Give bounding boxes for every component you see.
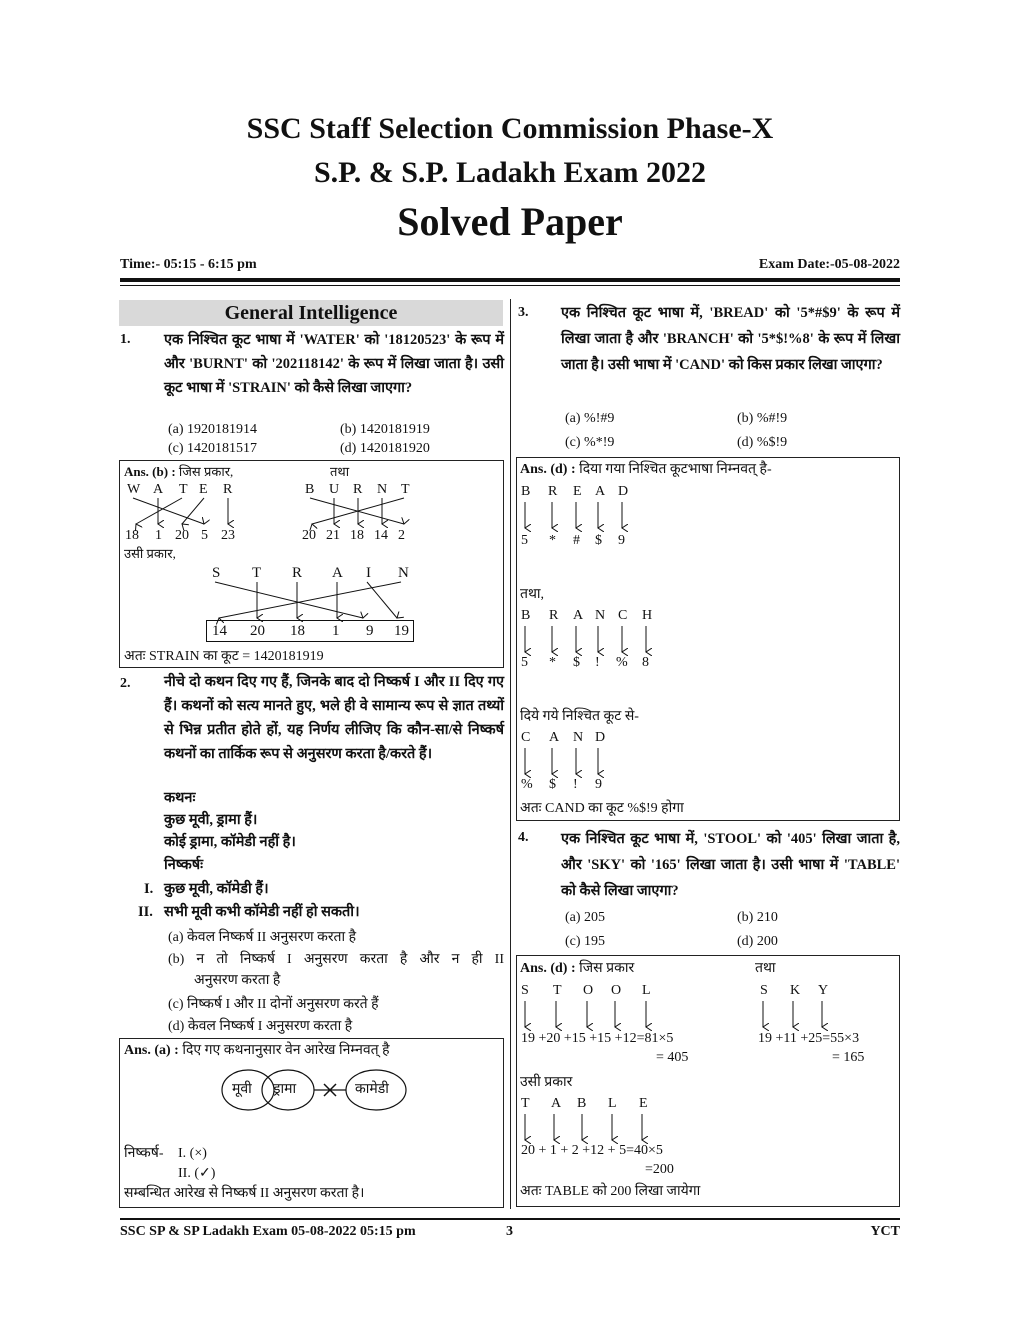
q1-option-b: (b) 1420181919 [340,422,430,437]
q4-tatha: तथा [755,961,776,976]
footer-rule [120,1218,900,1220]
q1-usi: उसी प्रकार, [124,546,176,561]
footer-exam: SSC SP & SP Ladakh Exam 05-08-2022 05:15 pm [120,1224,416,1239]
q2-option-d: (d) केवल निष्कर्ष I अनुसरण करता है [168,1019,353,1034]
q2-option-c: (c) निष्कर्ष I और II दोनों अनुसरण करते हैं [168,997,379,1012]
q3-tatha: तथा, [520,587,545,602]
q2-text: नीचे दो कथन दिए गए हैं, जिनके बाद दो निष्कर्ष I और II दिए गए हैं। कथनों को सत्य मानते हुए, भले ही वे सामान्य रूप से ज्ञात तथ्यों से भिन्न प्रतीत होते हों, यह निर्णय लीजिए कि कौन-सा/से निष्कर्ष कथनों का तार्किक रूप से अनुसरण करता है/करते हैं। [164,674,504,762]
q4-sky-arrows [758,999,838,1031]
footer-publisher: YCT [870,1224,900,1239]
q3-cand-arrows [520,746,610,778]
section-title: General Intelligence [119,300,503,326]
q2-statement-1: कुछ मूवी, ड्रामा हैं। [164,812,258,828]
q3-option-a: (a) %!#9 [565,411,615,426]
q2-venn-drama: ड्रामा [273,1082,297,1097]
q2-c1-num: I. [144,881,154,897]
q2-result-2: II. (✓) [178,1166,216,1181]
q3-text: एक निश्चित कूट भाषा में, 'BREAD' को '5*#$9' के रूप में लिखा जाता है और 'BRANCH' को '5*$!%8' के रूप में लिखा जाता है। उसी भाषा में 'CAND' को किस प्रकार लिखा जाएगा? [561,305,900,373]
q1-strain-code-box [206,620,414,642]
q2-option-b: (b) न तो निष्कर्ष I अनुसरण करता है और न ही II [168,952,504,967]
q3-number: 3. [518,305,529,320]
q2-venn-movie: मूवी [232,1082,252,1097]
q4-usi: उसी प्रकार [520,1075,573,1090]
q4-option-c: (c) 195 [565,934,606,949]
q1-text: एक निश्चित कूट भाषा में 'WATER' को '18120523' के रूप में और 'BURNT' को '202118142' के रूप में लिखा जाता है। उसी कूट भाषा में 'STRAIN' को कैसे लिखा जाएगा? [164,332,504,396]
q2-nishkarsh: निष्कर्ष- [124,1146,164,1161]
header-line1: SSC Staff Selection Commission Phase-X [246,112,774,145]
q1-conclusion: अतः STRAIN का कूट = 1420181919 [124,649,324,664]
q3-conclusion: अतः CAND का कूट %$!9 होगा [520,801,684,816]
header-rule-thin [120,285,900,286]
q3-bread-arrows [520,500,630,532]
header-line3: Solved Paper [397,199,623,244]
q1-number: 1. [120,332,131,347]
header-line2: S.P. & S.P. Ladakh Exam 2022 [313,156,707,189]
q4-stool-result: = 405 [656,1050,689,1065]
header-rule-thick [120,278,900,282]
q3-answer-intro: Ans. (d) : दिया गया निश्चित कूटभाषा निम्नवत् है- [520,462,772,477]
q1-water-arrows [120,496,250,528]
q4-stool-sum: 19 +20 +15 +15 +12=81×5 [521,1031,674,1046]
q4-stool-arrows [520,999,655,1031]
q4-answer-box [516,955,900,1207]
q3-diye: दिये गये निश्चित कूट से- [520,709,639,724]
q4-option-d: (d) 200 [737,934,778,949]
q1-option-c: (c) 1420181517 [168,441,258,456]
q2-conclusion: सम्बन्धित आरेख से निष्कर्ष II अनुसरण करता है। [124,1186,365,1201]
q2-conclusion-2: सभी मूवी कभी कॉमेडी नहीं हो सकती। [164,904,360,920]
q1-strain-arrows [205,580,420,622]
q1-option-a: (a) 1920181914 [168,422,258,437]
q4-table-arrows [520,1112,650,1144]
q2-number: 2. [120,676,131,691]
q4-table-sum: 20 + 1 + 2 +12 + 5=40×5 [521,1143,663,1158]
q2-answer-intro: Ans. (a) : दिए गए कथनानुसार वेन आरेख निम्नवत् है [124,1043,390,1058]
q2-venn-comedy: कामेडी [355,1082,389,1097]
q4-option-b: (b) 210 [737,910,778,925]
q2-statement-2: कोई ड्रामा, कॉमेडी नहीं है। [164,834,296,850]
q2-conclusion-1: कुछ मूवी, कॉमेडी हैं। [164,881,269,897]
q4-answer-intro: Ans. (d) : जिस प्रकार [520,961,635,976]
column-divider [510,299,511,1209]
page-number: 3 [506,1224,513,1239]
q2-nishkarsh-label: निष्कर्षः [164,857,204,873]
exam-time: Time:- 05:15 - 6:15 pm [120,257,257,272]
q4-table-result: =200 [645,1162,674,1177]
q1-burnt-arrows [300,496,420,528]
q4-conclusion: अतः TABLE को 200 लिखा जायेगा [520,1184,701,1199]
q1-option-d: (d) 1420181920 [340,441,430,456]
q2-answer-box [119,1038,504,1208]
q3-branch-arrows [520,624,655,656]
q4-option-a: (a) 205 [565,910,606,925]
q2-kathan-label: कथनः [164,790,196,806]
q2-option-a: (a) केवल निष्कर्ष II अनुसरण करता है [168,930,357,945]
q4-sky-sum: 19 +11 +25=55×3 [758,1031,860,1046]
q2-option-b-cont: अनुसरण करता है [194,973,281,988]
q3-option-b: (b) %#!9 [737,411,788,426]
q2-c2-num: II. [138,904,153,920]
q4-text: एक निश्चित कूट भाषा में, 'STOOL' को '405' लिखा जाता है, और 'SKY' को '165' लिखा जाता है। उसी भाषा में 'TABLE' को कैसे लिखा जाएगा? [561,831,900,899]
q3-option-d: (d) %$!9 [737,435,788,450]
q1-answer-intro: Ans. (b) : जिस प्रकार, [124,464,234,479]
q3-option-c: (c) %*!9 [565,435,615,450]
q4-sky-result: = 165 [832,1050,865,1065]
exam-date: Exam Date:-05-08-2022 [758,257,900,272]
q2-result-1: I. (×) [178,1146,207,1161]
q4-number: 4. [518,830,529,845]
q1-tatha: तथा [330,464,350,479]
